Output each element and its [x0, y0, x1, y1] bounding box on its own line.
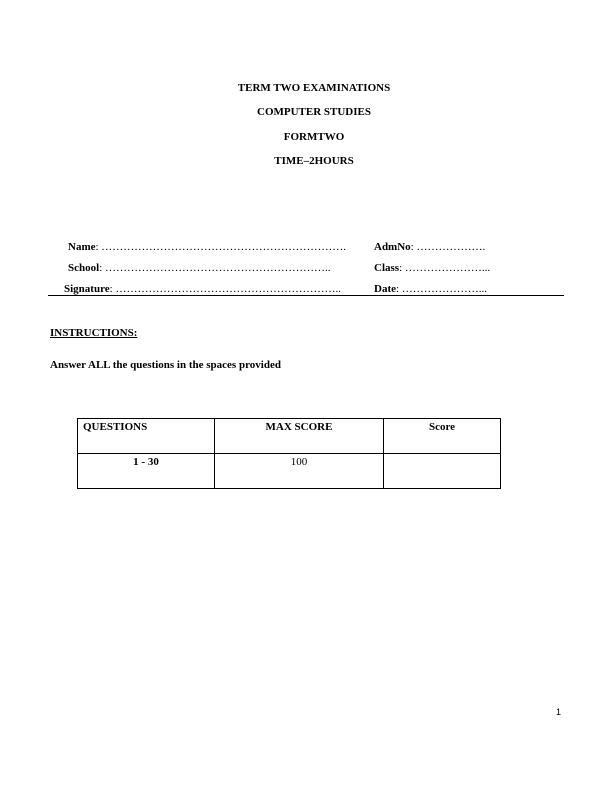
admno-dots: : ………………. [410, 241, 486, 253]
class-label: Class [374, 262, 400, 274]
header-questions: QUESTIONS [78, 419, 215, 454]
cell-score[interactable] [384, 454, 501, 489]
header-max-score: MAX SCORE [215, 419, 384, 454]
cell-max-score: 100 [215, 454, 384, 489]
name-field[interactable] [68, 241, 346, 253]
score-table [77, 418, 501, 489]
school-dots: : …………………………………………………….. [99, 262, 331, 274]
name-dots: : …………………………………………………………. [95, 241, 347, 253]
instructions-text: Answer ALL the questions in the spaces provided [50, 359, 281, 371]
header-score: Score [384, 419, 501, 454]
school-label: School [68, 262, 100, 274]
table-row [78, 454, 501, 489]
cell-questions: 1 - 30 [78, 454, 215, 489]
exam-title: TERM TWO EXAMINATIONS [237, 82, 391, 94]
class-field[interactable] [374, 262, 490, 274]
time-title: TIME–2HOURS [274, 155, 354, 167]
date-label: Date [374, 283, 396, 295]
signature-dots: : …………………………………………………….. [109, 283, 341, 295]
school-field[interactable] [68, 262, 331, 274]
table-header-row [78, 419, 501, 454]
admno-label: AdmNo [374, 241, 411, 253]
class-dots: : …………………... [399, 262, 491, 274]
signature-field[interactable] [64, 283, 341, 295]
form-title: FORMTWO [283, 131, 345, 143]
date-field[interactable] [374, 283, 487, 295]
signature-label: Signature [64, 283, 110, 295]
admno-field[interactable] [374, 241, 485, 253]
page-number: 1 [556, 707, 562, 717]
divider-line [48, 295, 564, 296]
name-label: Name [68, 241, 96, 253]
subject-title: COMPUTER STUDIES [257, 106, 371, 118]
instructions-heading: INSTRUCTIONS: [50, 327, 138, 339]
date-dots: : …………………... [396, 283, 488, 295]
